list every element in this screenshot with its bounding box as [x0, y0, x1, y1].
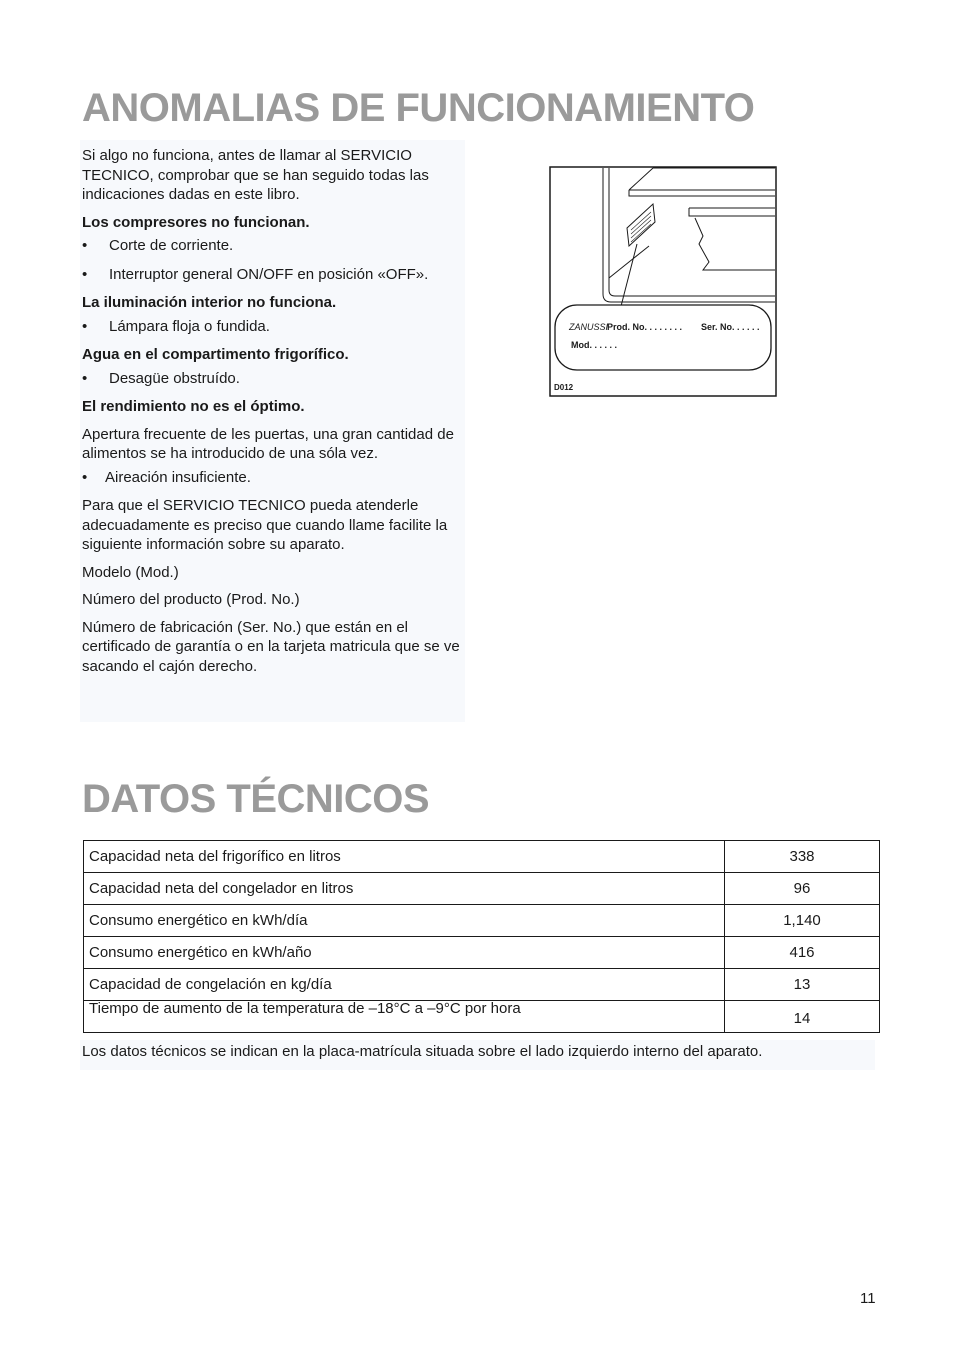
technical-data-table	[83, 840, 880, 1033]
mod-field: Mod. . . . . .	[571, 340, 617, 350]
table-row	[84, 1001, 880, 1033]
row-value: 14	[725, 1001, 880, 1033]
figure-code: D012	[554, 383, 574, 392]
troubleshooting-text	[80, 140, 465, 722]
table-row	[84, 905, 880, 937]
water-heading: Agua en el compartimento frigorífico.	[82, 346, 349, 363]
row-value: 1,140	[725, 905, 880, 937]
brand-logo: ZANUSSI	[569, 322, 609, 332]
row-label: Consumo energético en kWh/día	[84, 905, 725, 937]
bullet-air: • Aireación insuficiente.	[82, 468, 465, 488]
prod-no-field: Prod. No. . . . . . . .	[607, 322, 683, 332]
row-label: Capacidad neta del frigorífico en litros	[84, 841, 725, 873]
section-title-anomalias: ANOMALIAS DE FUNCIONAMIENTO	[82, 86, 755, 130]
row-label: Consumo energético en kWh/año	[84, 937, 725, 969]
row-label: Tiempo de aumento de la temperatura de –18°C a –9°C por hora	[84, 1001, 725, 1033]
row-value: 96	[725, 873, 880, 905]
row-label: Capacidad de congelación en kg/día	[84, 969, 725, 1001]
rating-plate-illustration	[549, 166, 777, 397]
table-row	[84, 841, 880, 873]
serial-paragraph: Número de fabricación (Ser. No.) que están en el certificado de garantía o en la tarjeta matricula que se ve sacando el cajón derecho.	[82, 618, 460, 675]
performance-heading: El rendimiento no es el óptimo.	[82, 398, 305, 415]
model-paragraph: Modelo (Mod.)	[82, 563, 179, 581]
table-row	[84, 937, 880, 969]
row-value: 338	[725, 841, 880, 873]
technical-note: Los datos técnicos se indican en la placa-matrícula situada sobre el lado izquierdo interno del aparato.	[80, 1040, 875, 1070]
section-title-datos: DATOS TÉCNICOS	[82, 777, 430, 821]
bullet-switch-off: • Interruptor general ON/OFF en posición «OFF».	[82, 265, 465, 285]
page-number: 11	[860, 1290, 876, 1307]
bullet-drain: • Desagüe obstruído.	[82, 369, 465, 389]
row-value: 416	[725, 937, 880, 969]
row-value: 13	[725, 969, 880, 1001]
prod-paragraph: Número del producto (Prod. No.)	[82, 591, 300, 608]
ser-no-field: Ser. No. . . . . .	[701, 322, 760, 332]
service-paragraph: Para que el SERVICIO TECNICO pueda atenderle adecuadamente es preciso que cuando llame facilite la siguiente información sobre su aparato.	[82, 497, 448, 553]
table-row	[84, 873, 880, 905]
compressors-heading: Los compresores no funcionan.	[82, 213, 310, 231]
bullet-lamp: • Lámpara floja o fundida.	[82, 317, 465, 337]
doors-paragraph: Apertura frecuente de les puertas, una gran cantidad de alimentos se ha introducido de una sóla vez.	[82, 425, 454, 462]
table-row	[84, 969, 880, 1001]
bullet-power-cut: • Corte de corriente.	[82, 236, 465, 256]
intro-paragraph: Si algo no funciona, antes de llamar al SERVICIO TECNICO, comprobar que se han seguido todas las indicaciones dadas en este libro.	[82, 147, 429, 203]
light-heading: La iluminación interior no funciona.	[82, 294, 337, 311]
row-label: Capacidad neta del congelador en litros	[84, 873, 725, 905]
